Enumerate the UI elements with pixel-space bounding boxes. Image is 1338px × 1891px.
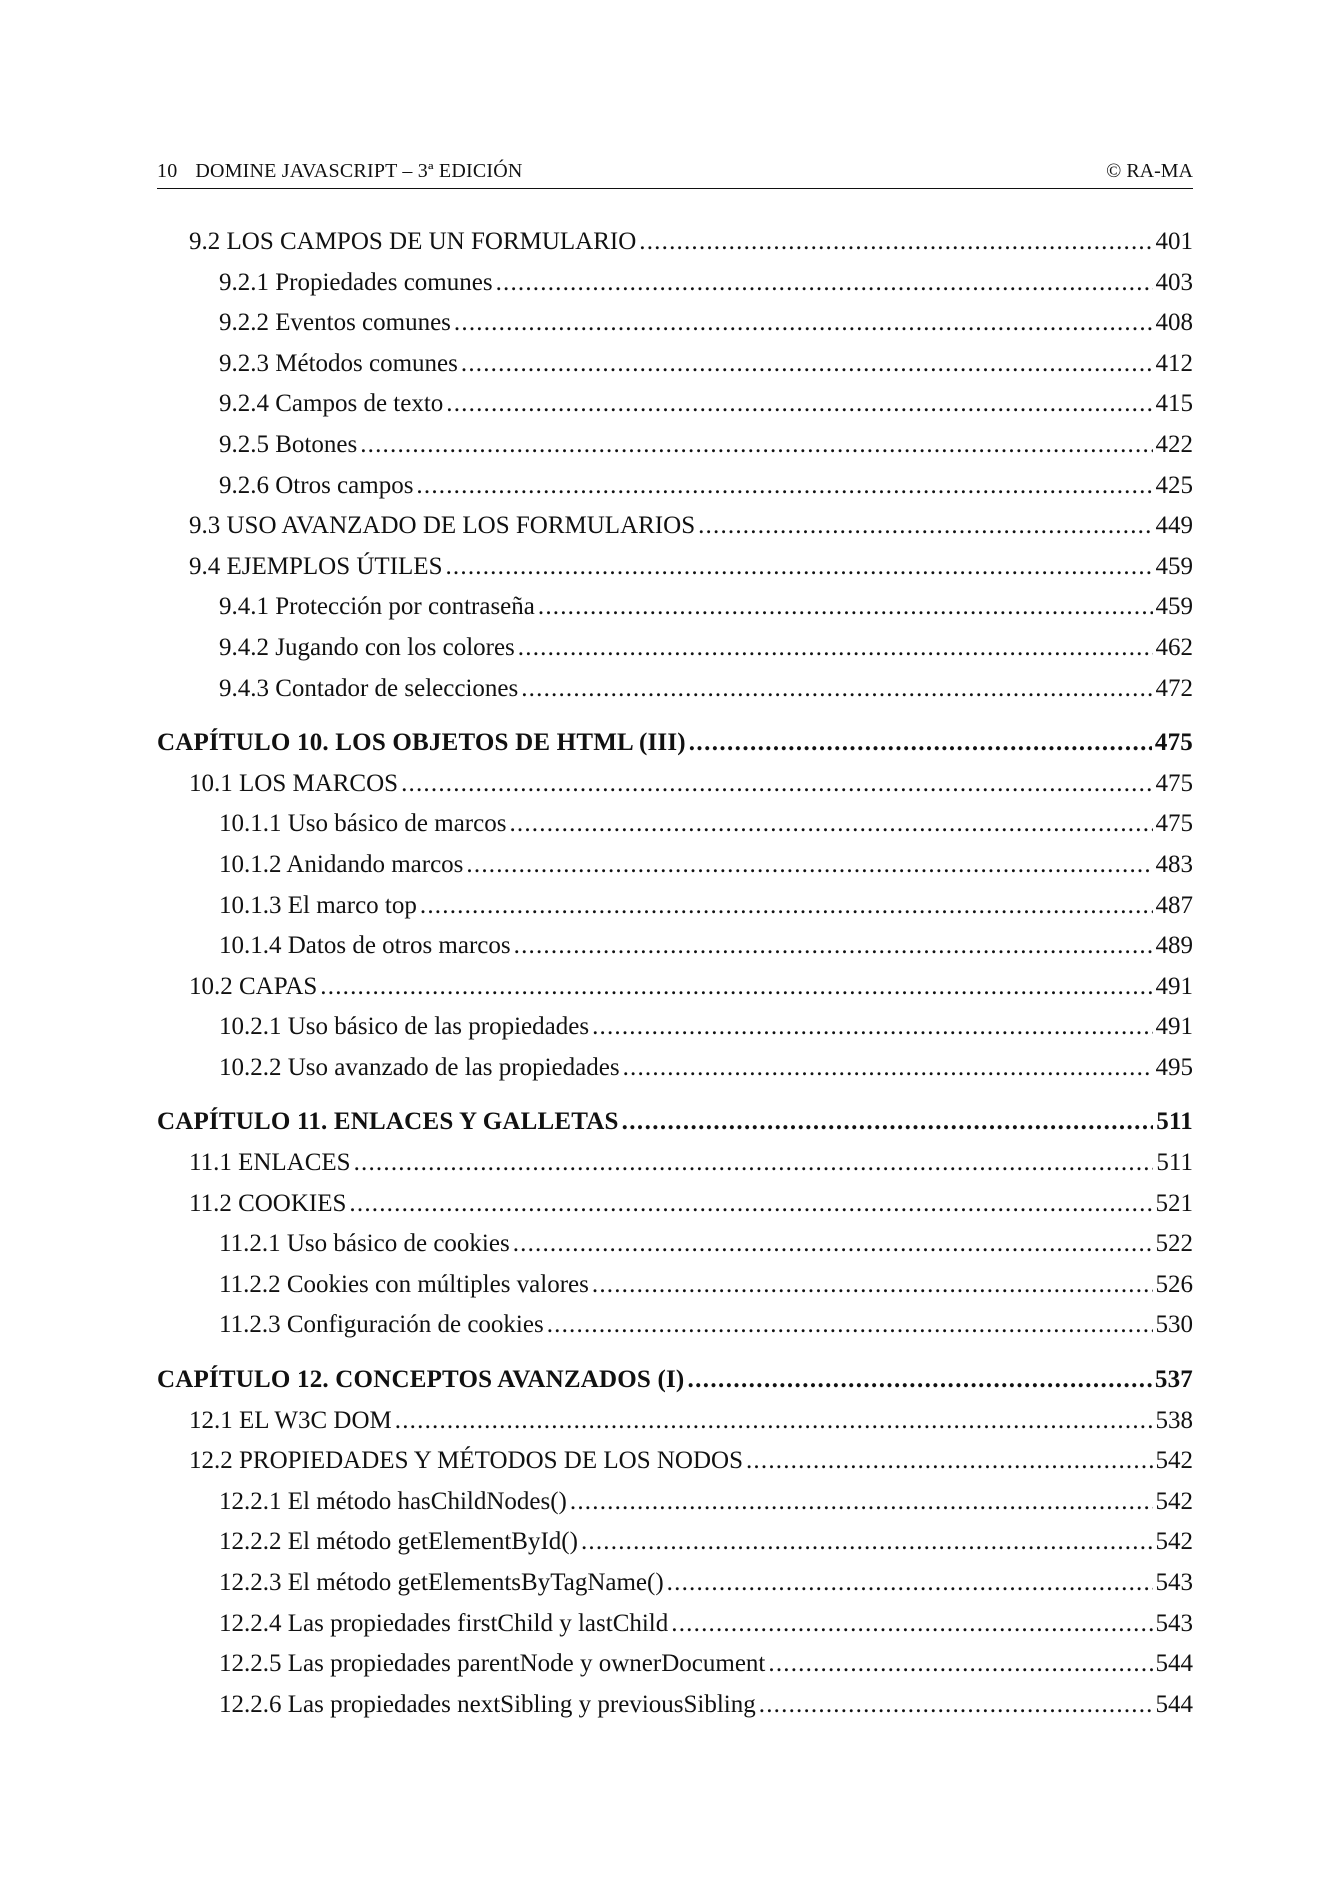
- dot-leader: [445, 547, 1152, 588]
- dot-leader: [514, 926, 1153, 967]
- dot-leader: [671, 1604, 1152, 1645]
- toc-subsection-entry: [157, 263, 1193, 304]
- toc-subsection-entry: [157, 804, 1193, 845]
- toc-subsection-entry: [157, 1563, 1193, 1604]
- toc-subsection-entry: [157, 1522, 1193, 1563]
- dot-leader: [622, 1102, 1154, 1143]
- toc-subsection-entry: [157, 344, 1193, 385]
- toc-entry-page: 537: [1154, 1366, 1193, 1394]
- toc-entry-title: 12.2.6 Las propiedades nextSibling y previousSibling: [219, 1690, 756, 1718]
- toc-section-entry: [157, 1441, 1193, 1482]
- toc-entry-page: 530: [1155, 1311, 1193, 1339]
- toc-entry-page: 542: [1155, 1487, 1193, 1515]
- toc-entry-title: 12.2.5 Las propiedades parentNode y ownerDocument: [219, 1650, 766, 1678]
- toc-entry-page: 511: [1156, 1108, 1193, 1136]
- dot-leader: [570, 1482, 1153, 1523]
- toc-entry-page: 521: [1155, 1189, 1193, 1217]
- toc-entry-page: 543: [1155, 1609, 1193, 1637]
- toc-section-entry: [157, 1401, 1193, 1442]
- toc-subsection-entry: [157, 1007, 1193, 1048]
- toc-entry-title: 12.1 EL W3C DOM: [189, 1406, 392, 1434]
- toc-entry-page: 511: [1156, 1149, 1193, 1177]
- toc-entry-title: 9.2.2 Eventos comunes: [219, 309, 451, 337]
- toc-section-entry: [157, 547, 1193, 588]
- toc-subsection-entry: [157, 587, 1193, 628]
- toc-entry-page: 475: [1155, 769, 1193, 797]
- toc-subsection-entry: [157, 845, 1193, 886]
- dot-leader: [416, 466, 1152, 507]
- toc-entry-title: 10.1.3 El marco top: [219, 891, 417, 919]
- dot-leader: [592, 1265, 1153, 1306]
- dot-leader: [538, 587, 1153, 628]
- toc-entry-title: 10.1.1 Uso básico de marcos: [219, 810, 507, 838]
- toc-entry-page: 544: [1155, 1690, 1193, 1718]
- toc-entry-page: 415: [1155, 390, 1193, 418]
- toc-entry-title: 12.2.2 El método getElementById(): [219, 1528, 578, 1556]
- toc-entry-title: 10.1.4 Datos de otros marcos: [219, 932, 511, 960]
- toc-entry-title: 11.1 ENLACES: [189, 1149, 351, 1177]
- toc-entry-page: 425: [1155, 471, 1193, 499]
- toc-entry-title: 9.2.4 Campos de texto: [219, 390, 444, 418]
- dot-leader: [360, 425, 1152, 466]
- dot-leader: [401, 764, 1152, 805]
- toc-subsection-entry: [157, 1685, 1193, 1726]
- toc-section-entry: [157, 222, 1193, 263]
- toc-entry-title: 9.2 LOS CAMPOS DE UN FORMULARIO: [189, 228, 637, 255]
- dot-leader: [639, 222, 1152, 263]
- dot-leader: [623, 1048, 1153, 1089]
- toc-entry-page: 542: [1155, 1528, 1193, 1556]
- toc-entry-title: 9.4.2 Jugando con los colores: [219, 633, 515, 661]
- toc-subsection-entry: [157, 1224, 1193, 1265]
- dot-leader: [395, 1401, 1153, 1442]
- toc-entry-title: 11.2.2 Cookies con múltiples valores: [219, 1270, 589, 1298]
- toc-section-entry: [157, 967, 1193, 1008]
- running-header: [157, 158, 1193, 189]
- dot-leader: [513, 1224, 1153, 1265]
- toc-chapter-entry: [157, 723, 1193, 764]
- toc-entry-page: 449: [1155, 512, 1193, 540]
- toc-subsection-entry: [157, 628, 1193, 669]
- toc-entry-page: 459: [1155, 552, 1193, 580]
- toc-entry-page: 483: [1155, 850, 1193, 878]
- toc-entry-title: CAPÍTULO 10. LOS OBJETOS DE HTML (III): [157, 729, 686, 757]
- dot-leader: [768, 1644, 1152, 1685]
- toc-section-entry: [157, 1184, 1193, 1225]
- dot-leader: [581, 1522, 1153, 1563]
- toc-entry-page: 491: [1155, 972, 1193, 1000]
- toc-entry-page: 422: [1155, 430, 1193, 458]
- toc-entry-title: 10.1 LOS MARCOS: [189, 769, 399, 797]
- dot-leader: [320, 967, 1152, 1008]
- toc-entry-page: 543: [1155, 1569, 1193, 1596]
- toc-entry-page: 495: [1155, 1053, 1193, 1081]
- toc-entry-title: 9.2.1 Propiedades comunes: [219, 268, 493, 296]
- toc-entry-title: CAPÍTULO 11. ENLACES Y GALLETAS: [157, 1108, 619, 1136]
- toc-entry-title: 10.2.1 Uso básico de las propiedades: [219, 1013, 590, 1041]
- toc-entry-page: 538: [1155, 1406, 1193, 1434]
- toc-entry-title: 9.2.6 Otros campos: [219, 471, 414, 499]
- toc-entry-title: 11.2 COOKIES: [189, 1189, 347, 1217]
- toc-entry-title: 11.2.1 Uso básico de cookies: [219, 1230, 510, 1258]
- toc-entry-page: 487: [1155, 891, 1193, 919]
- toc-entry-title: 10.2 CAPAS: [189, 972, 318, 1000]
- toc-entry-title: 9.4 EJEMPLOS ÚTILES: [189, 552, 443, 580]
- page-number: 10: [157, 160, 178, 182]
- toc-subsection-entry: [157, 926, 1193, 967]
- toc-entry-title: 9.4.1 Protección por contraseña: [219, 593, 535, 621]
- dot-leader: [446, 384, 1152, 425]
- dot-leader: [592, 1007, 1152, 1048]
- toc-entry-page: 475: [1154, 729, 1193, 757]
- toc-entry-page: 526: [1155, 1270, 1193, 1298]
- dot-leader: [420, 886, 1153, 927]
- toc-entry-page: 408: [1155, 309, 1193, 337]
- dot-leader: [667, 1563, 1153, 1604]
- toc-entry-title: 9.3 USO AVANZADO DE LOS FORMULARIOS: [189, 512, 696, 540]
- toc-section-entry: [157, 764, 1193, 805]
- toc-entry-title: 11.2.3 Configuración de cookies: [219, 1311, 544, 1339]
- dot-leader: [521, 669, 1152, 710]
- dot-leader: [349, 1184, 1152, 1225]
- toc-entry-page: 403: [1155, 268, 1193, 296]
- toc-entry-title: 10.2.2 Uso avanzado de las propiedades: [219, 1053, 620, 1081]
- toc-entry-page: 544: [1155, 1650, 1193, 1678]
- toc-entry-title: 12.2.3 El método getElementsByTagName(): [219, 1569, 664, 1596]
- toc-entry-title: 10.1.2 Anidando marcos: [219, 850, 464, 878]
- dot-leader: [759, 1685, 1153, 1726]
- toc-subsection-entry: [157, 1265, 1193, 1306]
- header-left: [157, 160, 523, 183]
- toc-entry-page: 412: [1155, 349, 1193, 377]
- dot-leader: [687, 1360, 1151, 1401]
- toc-entry-page: 491: [1155, 1013, 1193, 1041]
- toc-subsection-entry: [157, 1644, 1193, 1685]
- dot-leader: [466, 845, 1152, 886]
- toc-entry-page: 459: [1155, 593, 1193, 621]
- toc-entry-title: 12.2.1 El método hasChildNodes(): [219, 1487, 567, 1515]
- toc-entry-title: 12.2 PROPIEDADES Y MÉTODOS DE LOS NODOS: [189, 1447, 743, 1475]
- toc-entry-page: 475: [1155, 810, 1193, 838]
- dot-leader: [354, 1143, 1154, 1184]
- toc-subsection-entry: [157, 886, 1193, 927]
- book-title: DOMINE JAVASCRIPT – 3ª EDICIÓN: [195, 160, 523, 182]
- dot-leader: [698, 506, 1152, 547]
- toc-entry-page: 522: [1155, 1230, 1193, 1258]
- toc-entry-title: 9.2.5 Botones: [219, 430, 358, 458]
- toc-chapter-entry: [157, 1360, 1193, 1401]
- dot-leader: [496, 263, 1153, 304]
- publisher-mark: © RA-MA: [1106, 160, 1193, 182]
- toc-subsection-entry: [157, 466, 1193, 507]
- dot-leader: [518, 628, 1153, 669]
- dot-leader: [547, 1305, 1153, 1346]
- dot-leader: [689, 723, 1152, 764]
- toc-entry-title: 9.2.3 Métodos comunes: [219, 349, 458, 377]
- toc-subsection-entry: [157, 1048, 1193, 1089]
- toc-entry-title: 12.2.4 Las propiedades firstChild y lastChild: [219, 1609, 669, 1637]
- toc-entry-page: 401: [1155, 228, 1193, 255]
- dot-leader: [746, 1441, 1153, 1482]
- dot-leader: [509, 804, 1152, 845]
- toc-entry-page: 542: [1155, 1447, 1193, 1475]
- dot-leader: [454, 303, 1153, 344]
- toc-entry-page: 489: [1155, 932, 1193, 960]
- toc-subsection-entry: [157, 425, 1193, 466]
- toc-subsection-entry: [157, 303, 1193, 344]
- toc-entry-title: 9.4.3 Contador de selecciones: [219, 674, 519, 702]
- toc-chapter-entry: [157, 1102, 1193, 1143]
- toc-subsection-entry: [157, 384, 1193, 425]
- toc-section-entry: [157, 506, 1193, 547]
- toc-section-entry: [157, 1143, 1193, 1184]
- table-of-contents: [157, 222, 1193, 1725]
- toc-subsection-entry: [157, 1305, 1193, 1346]
- toc-entry-page: 462: [1155, 633, 1193, 661]
- toc-entry-title: CAPÍTULO 12. CONCEPTOS AVANZADOS (I): [157, 1366, 685, 1394]
- toc-subsection-entry: [157, 1604, 1193, 1645]
- toc-subsection-entry: [157, 669, 1193, 710]
- toc-subsection-entry: [157, 1482, 1193, 1523]
- dot-leader: [461, 344, 1153, 385]
- toc-entry-page: 472: [1155, 674, 1193, 702]
